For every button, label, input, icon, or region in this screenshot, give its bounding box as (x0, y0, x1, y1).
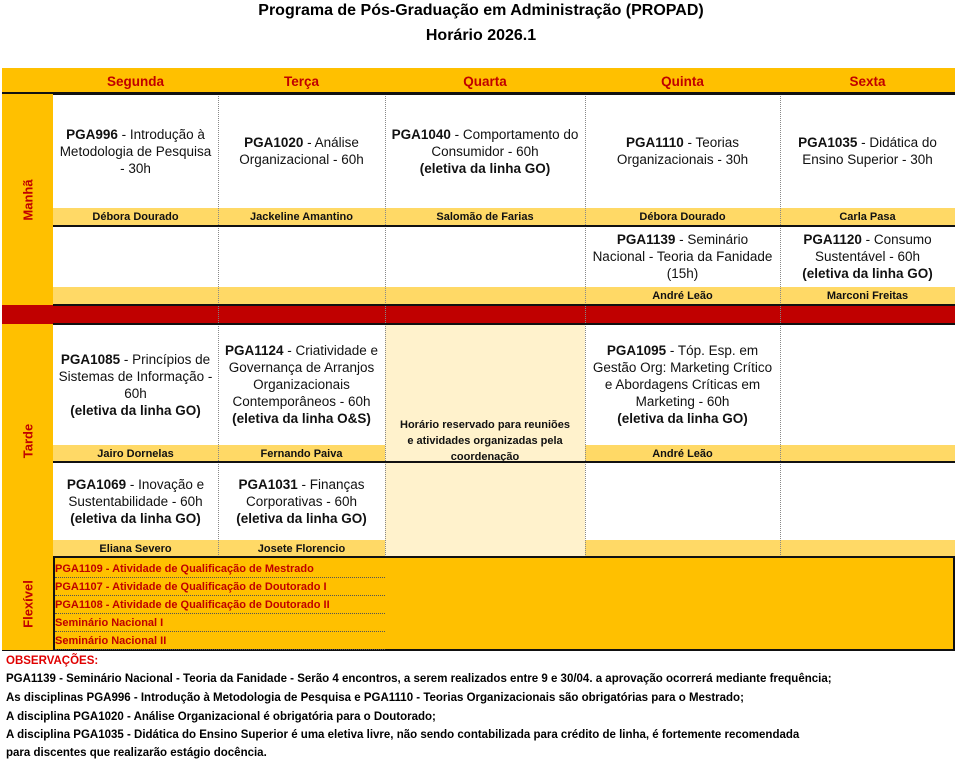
course-title: - Inovação e Sustentabilidade - 60h (68, 476, 205, 509)
course-title: - Finanças Corporativas - 60h (245, 476, 365, 509)
day-header-3: Quinta (585, 68, 780, 94)
row-divider (53, 461, 955, 463)
column-divider (218, 94, 219, 557)
observation: PGA1139 - Seminário Nacional - Teoria da Fanidade - Serão 4 encontros, a serem realizados entre 9 e 30/04. a aprovação ocorrerá mediante frequência; (6, 673, 832, 685)
course-code: PGA1139 (616, 232, 676, 247)
flexible-item: PGA1107 - Atividade de Qualificação de Doutorado I (55, 578, 385, 596)
professor-name: Carla Pasa (780, 208, 955, 226)
observations-title: OBSERVAÇÕES: (6, 655, 99, 667)
course-cell (53, 324, 218, 445)
course-title: - Seminário Nacional - Teoria da Fanidade (15h) (592, 232, 773, 281)
empty-name-cell (218, 287, 385, 305)
professor-name: Eliana Severo (53, 540, 218, 558)
observation: A disciplina PGA1020 - Análise Organizacional é obrigatória para o Doutorado; (6, 711, 436, 723)
professor-name: Débora Dourado (585, 208, 780, 226)
empty-cell (385, 226, 585, 287)
course-note: (eletiva da linha GO) (236, 510, 367, 526)
professor-name: Jackeline Amantino (218, 208, 385, 226)
header-divider (2, 92, 955, 94)
flexible-item: Seminário Nacional II (55, 632, 385, 650)
professor-name: Fernando Paiva (218, 445, 385, 463)
empty-name-cell (385, 287, 585, 305)
row-divider (53, 304, 955, 306)
row-divider (53, 225, 955, 227)
professor-name: Josete Florencio (218, 540, 385, 558)
course-text (222, 342, 381, 427)
professor-name: André Leão (585, 445, 780, 463)
course-cell (780, 94, 955, 208)
course-code: PGA1124 (224, 343, 284, 358)
course-note: (eletiva da linha GO) (419, 160, 551, 176)
course-note: (eletiva da linha GO) (617, 411, 748, 426)
course-cell (585, 94, 780, 208)
reserved-slot: Horário reservado para reuniões e atividades organizadas pela coordenação (385, 324, 585, 557)
period-label-flexible (2, 557, 55, 650)
observation: As disciplinas PGA996 - Introdução à Metodologia de Pesquisa e PGA1110 - Teorias Organizacionais são obrigatórias para o Mestrado; (6, 692, 744, 704)
course-cell (218, 324, 385, 445)
empty-cell (53, 226, 218, 287)
course-text (589, 231, 776, 282)
day-header-2: Quarta (385, 68, 585, 94)
lunch-break-bar (2, 305, 955, 324)
flexible-item: Seminário Nacional I (55, 614, 385, 632)
course-code: PGA1031 (238, 476, 298, 492)
page-title: Programa de Pós-Graduação em Administração (PROPAD) (258, 2, 704, 19)
course-title: - Princípios de Sistemas de Informação - 60h (58, 351, 213, 401)
course-text (784, 134, 951, 168)
professor-name: Jairo Dornelas (53, 445, 218, 463)
empty-name-cell (53, 287, 218, 305)
column-divider (585, 94, 586, 557)
course-note: (eletiva da linha O&S) (232, 411, 371, 426)
course-text (57, 351, 214, 419)
column-divider (780, 94, 781, 557)
empty-cell (218, 226, 385, 287)
course-text (222, 134, 381, 168)
professor-name: André Leão (585, 287, 780, 305)
corner-cell (2, 68, 53, 94)
row-divider (53, 323, 955, 325)
flexible-item: PGA1108 - Atividade de Qualificação de Doutorado II (55, 596, 385, 614)
course-code: PGA996 (66, 126, 118, 142)
empty-cell (780, 462, 955, 540)
period-label-morning (2, 94, 55, 305)
course-cell (585, 324, 780, 445)
course-text (389, 126, 581, 177)
course-text (784, 231, 951, 282)
course-cell (53, 94, 218, 208)
row-divider (53, 556, 955, 558)
course-cell (218, 462, 385, 540)
empty-cell (585, 462, 780, 540)
period-label-text: Manhã (20, 178, 35, 221)
course-title: - Análise Organizacional - 60h (239, 135, 364, 167)
course-code: PGA1020 (244, 135, 304, 150)
observation: A disciplina PGA1035 - Didática do Ensino Superior é uma eletiva livre, não sendo contabilizada para crédito de linha, é fortemente recomendada (6, 729, 800, 741)
course-text (589, 342, 776, 427)
day-header-0: Segunda (53, 68, 218, 94)
page-subtitle: Horário 2026.1 (425, 27, 537, 44)
column-divider (385, 94, 386, 557)
course-code: PGA1120 (803, 232, 862, 247)
day-header-1: Terça (218, 68, 385, 94)
course-code: PGA1040 (391, 126, 451, 142)
course-title: - Comportamento do Consumidor - 60h (431, 126, 579, 159)
course-title: - Introdução à Metodologia de Pesquisa - 30h (59, 126, 212, 176)
course-note: (eletiva da linha GO) (70, 510, 201, 526)
period-label-afternoon (2, 324, 55, 557)
professor-name: Marconi Freitas (780, 287, 955, 305)
course-text (57, 126, 214, 177)
course-title: - Criatividade e Governança de Arranjos Organizacionais Contemporâneos - 60h (228, 343, 379, 409)
course-code: PGA1069 (66, 476, 127, 492)
course-cell (218, 94, 385, 208)
professor-name: Salomão de Farias (385, 208, 585, 226)
course-text (222, 476, 381, 527)
course-note: (eletiva da linha GO) (802, 266, 933, 281)
flexible-item: PGA1109 - Atividade de Qualificação de Mestrado (55, 560, 385, 578)
course-text (57, 476, 214, 527)
course-code: PGA1035 (798, 135, 858, 150)
course-text (589, 134, 776, 168)
professor-name: Débora Dourado (53, 208, 218, 226)
observation: para discentes que realizarão estágio docência. (6, 747, 267, 759)
period-label-text: Flexível (20, 579, 35, 628)
course-note: (eletiva da linha GO) (70, 402, 201, 418)
day-header-4: Sexta (780, 68, 955, 94)
course-cell (780, 226, 955, 287)
course-code: PGA1085 (60, 351, 121, 367)
course-cell (585, 226, 780, 287)
course-title: - Tóp. Esp. em Gestão Org: Marketing Crítico e Abordagens Críticas em Marketing - 60h (592, 343, 773, 409)
course-title: - Consumo Sustentável - 60h (814, 232, 932, 264)
period-label-text: Tarde (20, 423, 35, 458)
course-cell (53, 462, 218, 540)
course-cell (385, 94, 585, 208)
empty-cell (780, 324, 955, 445)
course-code: PGA1110 (625, 135, 684, 150)
course-title: - Teorias Organizacionais - 30h (616, 135, 749, 167)
course-title: - Didática do Ensino Superior - 30h (802, 135, 937, 167)
course-code: PGA1095 (606, 343, 667, 358)
